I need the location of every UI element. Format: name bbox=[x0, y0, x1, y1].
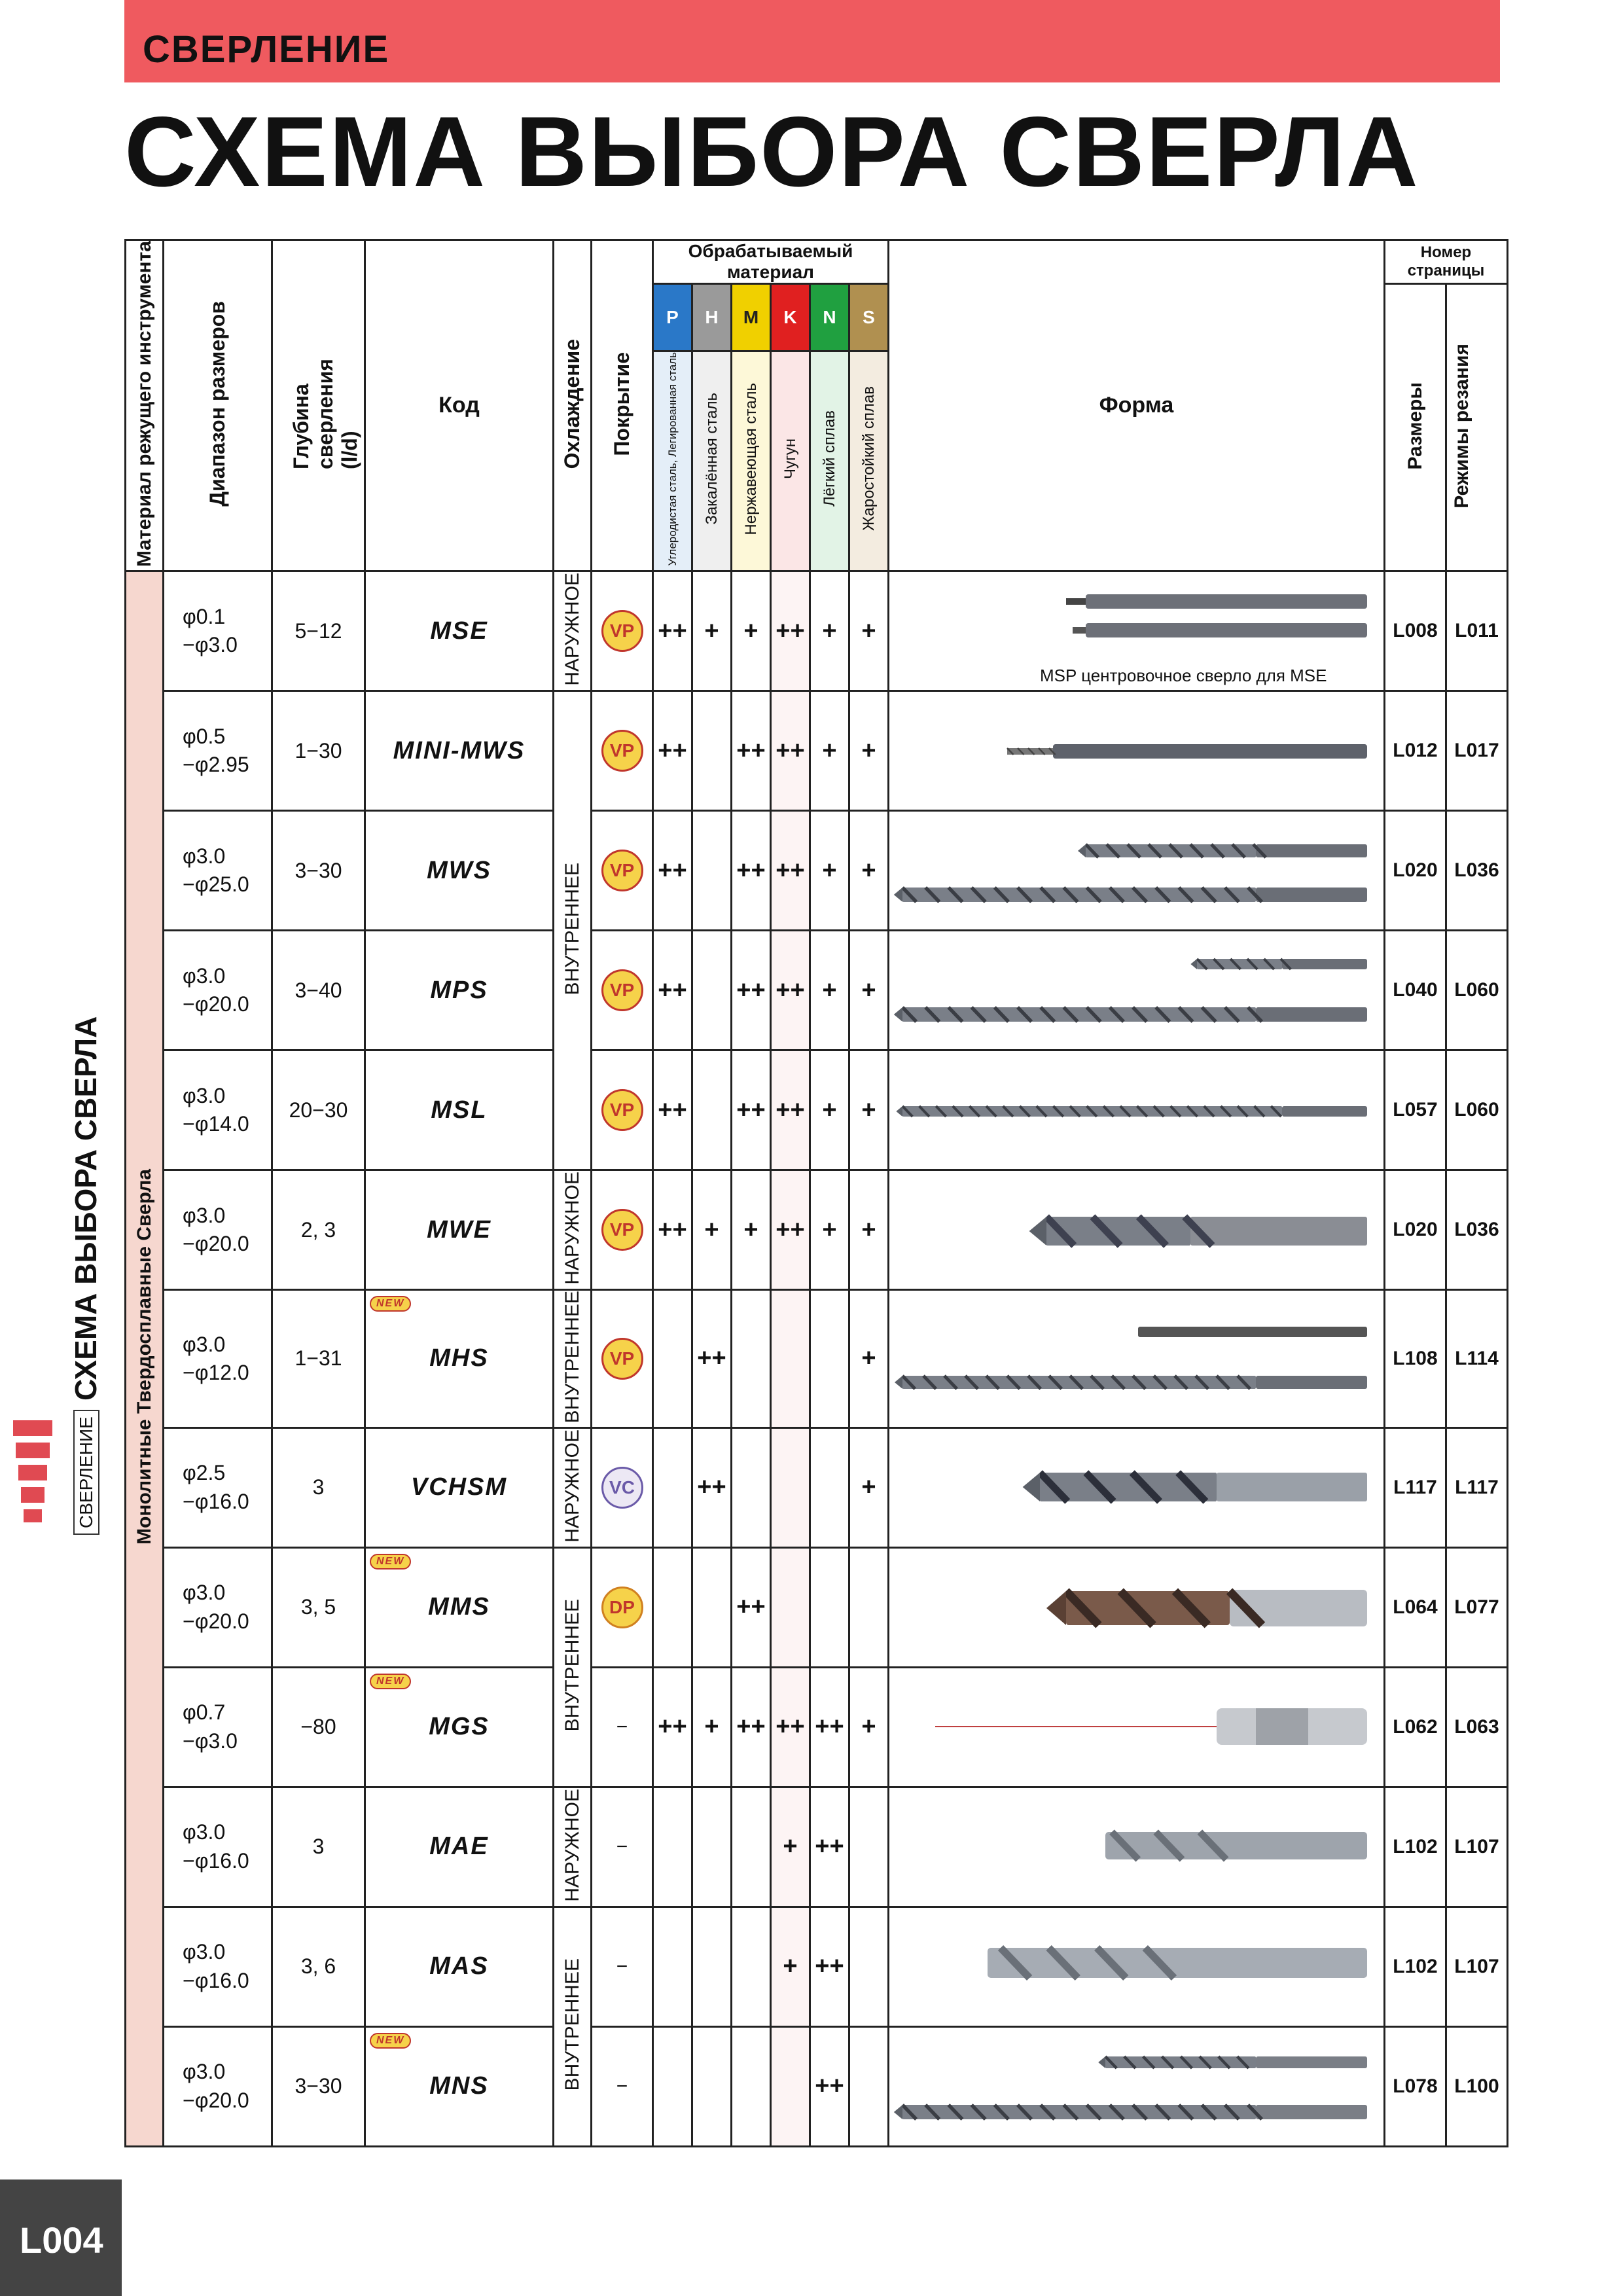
dimensions-page-link[interactable]: L064 bbox=[1385, 1547, 1446, 1667]
table-row bbox=[126, 571, 1508, 691]
cutting-modes-page-link[interactable]: L036 bbox=[1446, 811, 1508, 931]
table-row bbox=[126, 1547, 1508, 1667]
drill-shape-icon bbox=[889, 1789, 1380, 1905]
drill-image bbox=[889, 1050, 1385, 1170]
new-badge: NEW bbox=[370, 2033, 411, 2049]
coating-cell bbox=[592, 1050, 653, 1170]
suitability-s: + bbox=[849, 1427, 889, 1547]
suitability-p bbox=[653, 2026, 692, 2146]
cutting-modes-page-link[interactable]: L063 bbox=[1446, 1667, 1508, 1787]
suitability-m: ++ bbox=[732, 931, 771, 1050]
cooling-cell: ВНУТРЕННЕЕ bbox=[554, 691, 592, 1170]
suitability-p: ++ bbox=[653, 931, 692, 1050]
table-row bbox=[126, 2026, 1508, 2146]
coating-badge: VC bbox=[601, 1467, 643, 1509]
coating-cell bbox=[592, 1170, 653, 1290]
material-name-m: Нержавеющая сталь bbox=[732, 351, 771, 571]
suitability-h bbox=[692, 1787, 732, 1907]
coating-cell bbox=[592, 1427, 653, 1547]
drill-shape-icon bbox=[889, 1429, 1380, 1545]
size-range-cell: φ2.5 −φ16.0 bbox=[164, 1427, 272, 1547]
coating-cell: − bbox=[592, 1667, 653, 1787]
col-depth: Глубина сверления (l/d) bbox=[272, 240, 365, 571]
suitability-s: + bbox=[849, 1050, 889, 1170]
size-range-cell: φ3.0 −φ20.0 bbox=[164, 1547, 272, 1667]
suitability-k: ++ bbox=[771, 1050, 810, 1170]
suitability-h: + bbox=[692, 1170, 732, 1290]
dimensions-page-link[interactable]: L040 bbox=[1385, 931, 1446, 1050]
suitability-h bbox=[692, 1050, 732, 1170]
material-name-n: Лёгкий сплав bbox=[810, 351, 849, 571]
suitability-k: ++ bbox=[771, 931, 810, 1050]
cooling-cell: ВНУТРЕННЕЕ bbox=[554, 1547, 592, 1787]
dimensions-page-link[interactable]: L102 bbox=[1385, 1787, 1446, 1907]
suitability-p: ++ bbox=[653, 1170, 692, 1290]
size-range-cell: φ0.5 −φ2.95 bbox=[164, 691, 272, 811]
drill-shape-icon bbox=[889, 1300, 1380, 1416]
suitability-s bbox=[849, 1787, 889, 1907]
suitability-p: ++ bbox=[653, 811, 692, 931]
col-workpiece-material: Обрабатываемый материал bbox=[653, 240, 889, 284]
suitability-s: + bbox=[849, 931, 889, 1050]
suitability-m bbox=[732, 2026, 771, 2146]
material-name-h: Закалённая сталь bbox=[692, 351, 732, 571]
suitability-h: ++ bbox=[692, 1427, 732, 1547]
table-row bbox=[126, 1667, 1508, 1787]
suitability-n: + bbox=[810, 931, 849, 1050]
cooling-cell: НАРУЖНОЕ bbox=[554, 1170, 592, 1290]
depth-cell: 1−30 bbox=[272, 691, 365, 811]
depth-cell: 3−30 bbox=[272, 2026, 365, 2146]
size-range-cell: φ0.1 −φ3.0 bbox=[164, 571, 272, 691]
suitability-s: + bbox=[849, 811, 889, 931]
table-row bbox=[126, 1907, 1508, 2026]
depth-cell: 20−30 bbox=[272, 1050, 365, 1170]
suitability-k bbox=[771, 1290, 810, 1427]
depth-cell: 3 bbox=[272, 1427, 365, 1547]
material-name-p: Углеродистая сталь, Легированная сталь bbox=[653, 351, 692, 571]
table-row bbox=[126, 931, 1508, 1050]
suitability-h bbox=[692, 931, 732, 1050]
depth-cell: 3−30 bbox=[272, 811, 365, 931]
material-name-k: Чугун bbox=[771, 351, 810, 571]
cutting-modes-page-link[interactable]: L117 bbox=[1446, 1427, 1508, 1547]
drill-shape-icon bbox=[889, 813, 1380, 929]
coating-cell bbox=[592, 931, 653, 1050]
suitability-m bbox=[732, 1907, 771, 2026]
new-badge: NEW bbox=[370, 1296, 411, 1312]
product-code[interactable]: MSL bbox=[365, 1050, 554, 1170]
suitability-h: + bbox=[692, 1667, 732, 1787]
suitability-s: + bbox=[849, 571, 889, 691]
suitability-p bbox=[653, 1290, 692, 1427]
dimensions-page-link[interactable]: L108 bbox=[1385, 1290, 1446, 1427]
suitability-s: + bbox=[849, 1290, 889, 1427]
suitability-k: + bbox=[771, 1907, 810, 2026]
dimensions-page-link[interactable]: L117 bbox=[1385, 1427, 1446, 1547]
size-range-cell: φ3.0 −φ20.0 bbox=[164, 1170, 272, 1290]
cooling-cell: НАРУЖНОЕ bbox=[554, 1427, 592, 1547]
suitability-h bbox=[692, 691, 732, 811]
dimensions-page-link[interactable]: L062 bbox=[1385, 1667, 1446, 1787]
coating-badge: VP bbox=[601, 1338, 643, 1380]
cutting-modes-page-link[interactable]: L017 bbox=[1446, 691, 1508, 811]
suitability-m: ++ bbox=[732, 691, 771, 811]
material-letter-p: P bbox=[653, 284, 692, 351]
section-label: СВЕРЛЕНИЕ bbox=[143, 28, 390, 71]
suitability-n: + bbox=[810, 1050, 849, 1170]
size-range-cell: φ3.0 −φ20.0 bbox=[164, 2026, 272, 2146]
suitability-h bbox=[692, 1547, 732, 1667]
cooling-cell: ВНУТРЕННЕЕ bbox=[554, 1907, 592, 2146]
size-range-cell: φ3.0 −φ20.0 bbox=[164, 931, 272, 1050]
material-name-s: Жаростойкий сплав bbox=[849, 351, 889, 571]
suitability-m: ++ bbox=[732, 811, 771, 931]
drill-image bbox=[889, 931, 1385, 1050]
suitability-p bbox=[653, 1787, 692, 1907]
suitability-h bbox=[692, 811, 732, 931]
coating-badge: VP bbox=[601, 850, 643, 891]
col-code: Код bbox=[365, 240, 554, 571]
side-title: СХЕМА ВЫБОРА СВЕРЛА bbox=[69, 1016, 103, 1401]
suitability-p: ++ bbox=[653, 691, 692, 811]
coating-badge: VP bbox=[601, 969, 643, 1011]
suitability-m: + bbox=[732, 1170, 771, 1290]
col-tool-material: Материал режущего инструмента bbox=[126, 240, 164, 571]
coating-cell bbox=[592, 1290, 653, 1427]
cutting-modes-page-link[interactable]: L107 bbox=[1446, 1787, 1508, 1907]
cooling-cell: ВНУТРЕННЕЕ bbox=[554, 1290, 592, 1427]
depth-cell: 3, 6 bbox=[272, 1907, 365, 2026]
size-range-cell: φ3.0 −φ14.0 bbox=[164, 1050, 272, 1170]
drill-image bbox=[889, 1667, 1385, 1787]
drill-shape-icon bbox=[889, 1172, 1380, 1288]
coating-badge: VP bbox=[601, 610, 643, 652]
cutting-modes-page-link[interactable]: L100 bbox=[1446, 2026, 1508, 2146]
tool-material-cell: Монолитные Твердосплавные Сверла bbox=[126, 571, 164, 2146]
cutting-modes-page-link[interactable]: L107 bbox=[1446, 1907, 1508, 2026]
coating-cell: − bbox=[592, 1787, 653, 1907]
col-form: Форма bbox=[889, 240, 1385, 571]
section-banner bbox=[124, 0, 1500, 82]
drill-image bbox=[889, 1547, 1385, 1667]
drill-shape-icon bbox=[889, 1052, 1380, 1168]
coating-cell bbox=[592, 1547, 653, 1667]
suitability-k: ++ bbox=[771, 571, 810, 691]
suitability-s bbox=[849, 1547, 889, 1667]
product-code[interactable]: MINI-MWS bbox=[365, 691, 554, 811]
dimensions-page-link[interactable]: L102 bbox=[1385, 1907, 1446, 2026]
product-code[interactable]: VCHSM bbox=[365, 1427, 554, 1547]
size-range-cell: φ3.0 −φ25.0 bbox=[164, 811, 272, 931]
suitability-h bbox=[692, 2026, 732, 2146]
table-row bbox=[126, 691, 1508, 811]
suitability-n: ++ bbox=[810, 2026, 849, 2146]
col-coating: Покрытие bbox=[592, 240, 653, 571]
suitability-n: + bbox=[810, 571, 849, 691]
product-code[interactable]: NEW MGS bbox=[365, 1667, 554, 1787]
cutting-modes-page-link[interactable]: L036 bbox=[1446, 1170, 1508, 1290]
coating-cell: − bbox=[592, 2026, 653, 2146]
material-letter-k: K bbox=[771, 284, 810, 351]
dimensions-page-link[interactable]: L012 bbox=[1385, 691, 1446, 811]
drill-image bbox=[889, 1427, 1385, 1547]
col-page-number: Номер страницы bbox=[1385, 240, 1508, 284]
material-letter-h: H bbox=[692, 284, 732, 351]
suitability-n bbox=[810, 1427, 849, 1547]
depth-cell: 3 bbox=[272, 1787, 365, 1907]
drill-shape-icon bbox=[889, 1669, 1380, 1785]
size-range-cell: φ3.0 −φ16.0 bbox=[164, 1787, 272, 1907]
side-section-label: СВЕРЛЕНИЕ bbox=[73, 1410, 99, 1535]
suitability-p: ++ bbox=[653, 571, 692, 691]
page-number: L004 bbox=[0, 2179, 122, 2296]
cutting-modes-page-link[interactable]: L077 bbox=[1446, 1547, 1508, 1667]
product-code[interactable]: MWE bbox=[365, 1170, 554, 1290]
drill-image bbox=[889, 811, 1385, 931]
coating-cell: − bbox=[592, 1907, 653, 2026]
drill-section-icon bbox=[13, 1420, 52, 1525]
suitability-p bbox=[653, 1547, 692, 1667]
suitability-m bbox=[732, 1290, 771, 1427]
page-title: СХЕМА ВЫБОРА СВЕРЛА bbox=[124, 96, 1419, 207]
suitability-n bbox=[810, 1290, 849, 1427]
suitability-p bbox=[653, 1907, 692, 2026]
suitability-m: + bbox=[732, 571, 771, 691]
table-row bbox=[126, 1050, 1508, 1170]
depth-cell: 1−31 bbox=[272, 1290, 365, 1427]
suitability-k bbox=[771, 1427, 810, 1547]
suitability-m: ++ bbox=[732, 1667, 771, 1787]
cooling-cell: НАРУЖНОЕ bbox=[554, 571, 592, 691]
side-section-tab bbox=[0, 1407, 63, 1538]
drill-image bbox=[889, 1290, 1385, 1427]
size-range-cell: φ3.0 −φ16.0 bbox=[164, 1907, 272, 2026]
suitability-m bbox=[732, 1787, 771, 1907]
suitability-p: ++ bbox=[653, 1667, 692, 1787]
suitability-m bbox=[732, 1427, 771, 1547]
suitability-k bbox=[771, 1547, 810, 1667]
dimensions-page-link[interactable]: L078 bbox=[1385, 2026, 1446, 2146]
size-range-cell: φ3.0 −φ12.0 bbox=[164, 1290, 272, 1427]
suitability-k: ++ bbox=[771, 691, 810, 811]
dimensions-page-link[interactable]: L020 bbox=[1385, 1170, 1446, 1290]
product-code[interactable]: MPS bbox=[365, 931, 554, 1050]
material-letter-m: M bbox=[732, 284, 771, 351]
product-code[interactable]: MWS bbox=[365, 811, 554, 931]
coating-cell bbox=[592, 811, 653, 931]
drill-image bbox=[889, 2026, 1385, 2146]
cutting-modes-page-link[interactable]: L011 bbox=[1446, 571, 1508, 691]
drill-image bbox=[889, 1907, 1385, 2026]
table-row bbox=[126, 1427, 1508, 1547]
new-badge: NEW bbox=[370, 1674, 411, 1689]
suitability-n bbox=[810, 1547, 849, 1667]
col-cooling: Охлаждение bbox=[554, 240, 592, 571]
suitability-h: + bbox=[692, 571, 732, 691]
suitability-n: ++ bbox=[810, 1787, 849, 1907]
coating-badge: VP bbox=[601, 1209, 643, 1251]
suitability-s: + bbox=[849, 1667, 889, 1787]
suitability-n: + bbox=[810, 691, 849, 811]
drill-shape-icon bbox=[889, 693, 1380, 809]
table-row bbox=[126, 811, 1508, 931]
suitability-p: ++ bbox=[653, 1050, 692, 1170]
suitability-m: ++ bbox=[732, 1547, 771, 1667]
product-code[interactable]: NEW MHS bbox=[365, 1290, 554, 1427]
drill-shape-icon bbox=[889, 1549, 1380, 1665]
suitability-n: ++ bbox=[810, 1907, 849, 2026]
coating-cell bbox=[592, 571, 653, 691]
coating-badge: VP bbox=[601, 730, 643, 772]
suitability-k: + bbox=[771, 1787, 810, 1907]
material-letter-n: N bbox=[810, 284, 849, 351]
col-size-range: Диапазон размеров bbox=[164, 240, 272, 571]
col-dimensions: Размеры bbox=[1385, 284, 1446, 571]
coating-cell bbox=[592, 691, 653, 811]
form-caption: MSP центровочное сверло для MSE bbox=[1040, 666, 1327, 686]
depth-cell: −80 bbox=[272, 1667, 365, 1787]
size-range-cell: φ0.7 −φ3.0 bbox=[164, 1667, 272, 1787]
drill-image bbox=[889, 1787, 1385, 1907]
product-code[interactable]: MSE bbox=[365, 571, 554, 691]
drill-shape-icon bbox=[889, 2028, 1380, 2144]
dimensions-page-link[interactable]: L008 bbox=[1385, 571, 1446, 691]
suitability-s bbox=[849, 2026, 889, 2146]
drill-image bbox=[889, 691, 1385, 811]
depth-cell: 3, 5 bbox=[272, 1547, 365, 1667]
cutting-modes-page-link[interactable]: L060 bbox=[1446, 931, 1508, 1050]
table-row bbox=[126, 1290, 1508, 1427]
suitability-p bbox=[653, 1427, 692, 1547]
dimensions-page-link[interactable]: L057 bbox=[1385, 1050, 1446, 1170]
product-code[interactable]: MAS bbox=[365, 1907, 554, 2026]
table-row bbox=[126, 1787, 1508, 1907]
drill-image bbox=[889, 1170, 1385, 1290]
suitability-k bbox=[771, 2026, 810, 2146]
suitability-k: ++ bbox=[771, 811, 810, 931]
dimensions-page-link[interactable]: L020 bbox=[1385, 811, 1446, 931]
drill-selection-table bbox=[124, 239, 1508, 2147]
depth-cell: 2, 3 bbox=[272, 1170, 365, 1290]
suitability-k: ++ bbox=[771, 1170, 810, 1290]
product-code[interactable]: MAE bbox=[365, 1787, 554, 1907]
drill-image bbox=[889, 571, 1385, 691]
drill-shape-icon bbox=[889, 1909, 1380, 2024]
col-cutting-modes: Режимы резания bbox=[1446, 284, 1508, 571]
product-code[interactable]: NEW MNS bbox=[365, 2026, 554, 2146]
material-letter-s: S bbox=[849, 284, 889, 351]
suitability-k: ++ bbox=[771, 1667, 810, 1787]
suitability-n: ++ bbox=[810, 1667, 849, 1787]
table-row bbox=[126, 1170, 1508, 1290]
coating-badge: VP bbox=[601, 1089, 643, 1131]
depth-cell: 3−40 bbox=[272, 931, 365, 1050]
suitability-m: ++ bbox=[732, 1050, 771, 1170]
coating-badge: DP bbox=[601, 1587, 643, 1628]
depth-cell: 5−12 bbox=[272, 571, 365, 691]
suitability-h bbox=[692, 1907, 732, 2026]
product-code[interactable]: NEW MMS bbox=[365, 1547, 554, 1667]
suitability-s bbox=[849, 1907, 889, 2026]
cutting-modes-page-link[interactable]: L060 bbox=[1446, 1050, 1508, 1170]
cutting-modes-page-link[interactable]: L114 bbox=[1446, 1290, 1508, 1427]
suitability-h: ++ bbox=[692, 1290, 732, 1427]
drill-shape-icon bbox=[889, 933, 1380, 1049]
suitability-s: + bbox=[849, 691, 889, 811]
suitability-n: + bbox=[810, 1170, 849, 1290]
suitability-s: + bbox=[849, 1170, 889, 1290]
suitability-n: + bbox=[810, 811, 849, 931]
cooling-cell: НАРУЖНОЕ bbox=[554, 1787, 592, 1907]
new-badge: NEW bbox=[370, 1554, 411, 1570]
